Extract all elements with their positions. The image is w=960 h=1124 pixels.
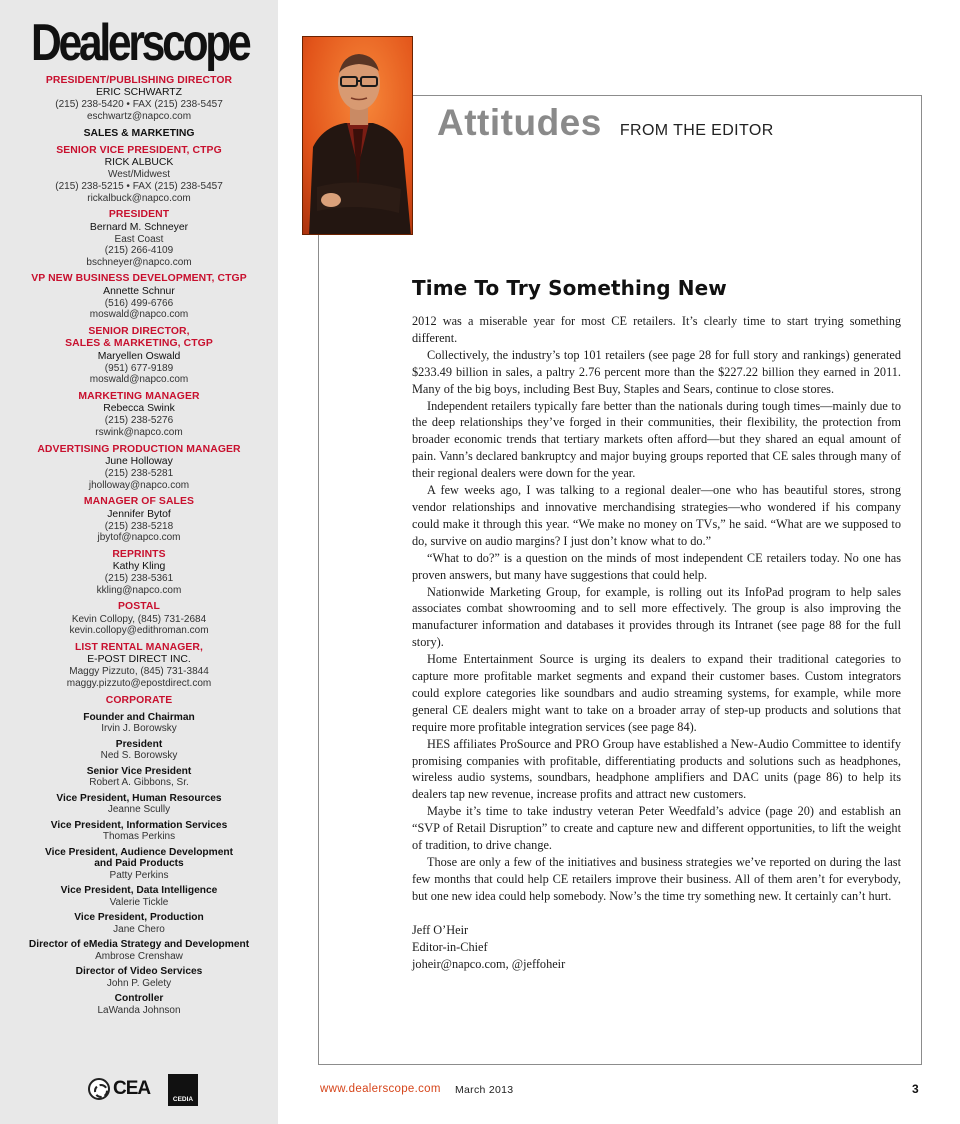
staff-contact-line: jholloway@napco.com — [88, 479, 190, 491]
masthead-sidebar — [0, 0, 278, 1124]
article-paragraph: Home Entertainment Source is urging its dealers to expand their traditional categories to capture more profitable market segments and expand their customer bases. Custom integrators could explore categories like soundbars and audio streaming systems, for example, while more general CE dealers might want to take on a broader array of step-up products and solutions that require more profitable integration services (see page 84). — [412, 652, 901, 734]
staff-contact-line: East Coast — [114, 233, 164, 245]
article-paragraph: A few weeks ago, I was talking to a regional dealer—one who has beautiful stores, strong vendor relationships and innovative merchandising strategies—who wondered if his company could make it through this year. “We make no money on TVs,” he said. “What are we supposed to do, survive on audio margins? I just don’t know what to do.” — [412, 483, 901, 548]
footer-issue-date: March 2013 — [455, 1084, 514, 1096]
editor-portrait-image — [303, 37, 413, 235]
corporate-title: Vice President, Production — [74, 912, 204, 924]
staff-contact-line: West/Midwest — [107, 169, 171, 181]
corporate-entry — [10, 912, 268, 935]
staff-role-title: MARKETING MANAGER — [78, 390, 200, 402]
article-body — [412, 313, 901, 905]
staff-contact-line: moswald@napco.com — [89, 374, 189, 386]
corporate-entry — [10, 712, 268, 735]
cea-logo: CEA — [88, 1076, 154, 1102]
staff-role-title: CORPORATE — [105, 694, 173, 706]
staff-group — [10, 601, 268, 637]
staff-contact-line: (215) 266-4109 — [104, 245, 174, 257]
column-header — [437, 102, 774, 146]
corporate-title: Vice President, Audience Development and Paid Products — [45, 846, 233, 870]
corporate-title: Vice President, Data Intelligence — [60, 885, 218, 897]
staff-group — [10, 496, 268, 544]
staff-group — [10, 326, 268, 386]
article-paragraph: Independent retailers typically fare better than the nationals during tough times—mainly due to the deep relationships they’ve forged in their communities, their flexibility, the protection from broader economic trends that tertiary markets often afford—but they shared an equal amount of pain. Vann’s declared bankruptcy and major buying groups reported that CE sales through many of their regional dealers were down for the year. — [412, 398, 901, 481]
column-title: Attitudes — [437, 102, 602, 143]
cedia-logo: CEDIA — [168, 1074, 198, 1106]
staff-group — [10, 549, 268, 597]
article-paragraph: Those are only a few of the initiatives and business strategies we’ve reported on during the last few months that could help CE retailers improve their business. All of them aren’t for everybody, but one new idea could help somebody. Now’s the time try something new. It certainly can’t hurt. — [412, 855, 901, 903]
corporate-entry — [10, 966, 268, 989]
staff-contact-line: (516) 499-6766 — [104, 297, 174, 309]
cea-icon — [88, 1078, 110, 1100]
editor-photo — [302, 36, 413, 235]
staff-contact-line: maggy.pizzuto@epostdirect.com — [66, 677, 212, 689]
signature-contact: joheir@napco.com, @jeffoheir — [412, 956, 566, 971]
staff-group — [10, 444, 268, 492]
staff-contact-line: (215) 238-5420 • FAX (215) 238-5457 — [55, 99, 223, 111]
signature-block — [412, 922, 712, 973]
staff-role-title: LIST RENTAL MANAGER, — [74, 641, 204, 653]
staff-name: Kathy Kling — [112, 561, 166, 573]
column-subtitle: FROM THE EDITOR — [619, 122, 774, 139]
staff-contact-line: (951) 677-9189 — [104, 362, 174, 374]
staff-group — [10, 209, 268, 268]
staff-group — [10, 75, 268, 123]
staff-role-title: VP NEW BUSINESS DEVELOPMENT, CTGP — [31, 273, 247, 285]
corporate-title: Senior Vice President — [86, 765, 192, 777]
staff-role-title: ADVERTISING PRODUCTION MANAGER — [37, 443, 241, 455]
corporate-name: Patty Perkins — [109, 869, 169, 881]
staff-role-title: PRESIDENT — [108, 209, 170, 221]
corporate-entry — [10, 993, 268, 1016]
article-paragraph: Maybe it’s time to take industry veteran Peter Weedfald’s advice (page 20) and establish an “SVP of Retail Disruption” to create and capture new and different opportunities, to lift the weight of tradition, to drive change. — [412, 804, 901, 853]
association-logos — [0, 1072, 278, 1112]
corporate-name: LaWanda Johnson — [97, 1004, 181, 1016]
staff-name: Rebecca Swink — [103, 403, 175, 415]
staff-name: Jennifer Bytof — [107, 508, 171, 520]
staff-role-title: REPRINTS — [112, 548, 166, 560]
article-paragraph: Nationwide Marketing Group, for example, is rolling out its InfoPad program to help sales associates combat showrooming and to sell more effectively. The group is also improving the manufacturer information and databases it provides through its Intranet (see page 88 for the full story). — [412, 584, 901, 650]
staff-role-title: SENIOR VICE PRESIDENT, CTPG — [56, 145, 222, 156]
corporate-name: Jeanne Scully — [107, 804, 171, 816]
staff-group — [10, 145, 268, 204]
corporate-name: Ned S. Borowsky — [100, 750, 178, 762]
corporate-title: Director of Video Services — [75, 966, 203, 978]
signature-title: Editor-in-Chief — [412, 939, 488, 954]
staff-role-title: PRESIDENT/PUBLISHING DIRECTOR — [45, 75, 233, 86]
brand-logo: Dealerscope — [30, 14, 249, 72]
footer-url-link[interactable]: www.dealerscope.com — [320, 1083, 441, 1095]
staff-contact-line: eschwartz@napco.com — [86, 111, 192, 122]
article-paragraph: 2012 was a miserable year for most CE retailers. It’s clearly time to start trying something different. — [412, 314, 901, 345]
staff-contact-line: Maggy Pizzuto, (845) 731-3844 — [69, 666, 209, 678]
signature-name: Jeff O’Heir — [412, 923, 469, 937]
staff-role-title: SALES & MARKETING — [83, 127, 195, 139]
corporate-entry — [10, 939, 268, 962]
corporate-entry — [10, 820, 268, 843]
corporate-title: Director of eMedia Strategy and Development — [28, 939, 250, 951]
corporate-entry — [10, 766, 268, 789]
staff-name: E-POST DIRECT INC. — [87, 654, 191, 666]
staff-group — [10, 273, 268, 321]
corporate-title: President — [115, 738, 163, 750]
corporate-name: Robert A. Gibbons, Sr. — [89, 777, 189, 789]
article-paragraph: HES affiliates ProSource and PRO Group have established a New-Audio Committee to identify promising companies with profitable, differentiating products and solutions such as headphones, wireless audio systems, soundbars, headphone amplifiers and DAC units (page 86) to help its dealers tap new revenue, increase profits and attract new customers. — [412, 736, 901, 802]
corporate-title: Founder and Chairman — [83, 711, 195, 723]
staff-name: June Holloway — [105, 455, 173, 467]
corporate-name: Jane Chero — [113, 923, 165, 935]
corporate-title: Vice President, Human Resources — [56, 792, 222, 804]
corporate-name: Valerie Tickle — [109, 896, 169, 908]
staff-contact-line: (215) 238-5215 • FAX (215) 238-5457 — [55, 181, 223, 192]
corporate-title: Controller — [114, 993, 164, 1005]
corporate-name: John P. Gelety — [106, 977, 172, 989]
staff-contact-line: kevin.collopy@edithroman.com — [69, 625, 209, 637]
corporate-entry — [10, 885, 268, 908]
staff-contact-line: jbytof@napco.com — [97, 532, 181, 544]
page-number: 3 — [912, 1082, 919, 1096]
article-headline: Time To Try Something New — [412, 276, 727, 300]
staff-group — [10, 128, 268, 140]
staff-contact-line: rickalbuck@napco.com — [87, 192, 191, 204]
staff-group — [10, 391, 268, 439]
corporate-name: Thomas Perkins — [102, 831, 176, 843]
corporate-entry — [10, 739, 268, 762]
staff-role-title: MANAGER OF SALES — [83, 496, 195, 508]
corporate-entry — [10, 793, 268, 816]
staff-list — [0, 75, 278, 1020]
corporate-name: Irvin J. Borowsky — [101, 723, 177, 735]
staff-contact-line: (215) 238-5361 — [104, 573, 174, 585]
staff-contact-line: moswald@napco.com — [89, 309, 189, 321]
staff-contact-line: (215) 238-5276 — [104, 415, 174, 427]
staff-name: ERIC SCHWARTZ — [95, 87, 182, 99]
staff-name: Annette Schnur — [103, 285, 175, 297]
staff-role-title: SENIOR DIRECTOR, SALES & MARKETING, CTGP — [65, 325, 213, 350]
staff-group — [10, 695, 268, 707]
staff-role-title: POSTAL — [118, 601, 160, 613]
article-paragraph: “What to do?” is a question on the minds of most independent CE retailers today. No one has proven answers, but many have suggestions that could help. — [412, 550, 901, 582]
staff-contact-line: (215) 238-5281 — [104, 467, 174, 479]
article-paragraph: Collectively, the industry’s top 101 retailers (see page 28 for full story and rankings) generated $233.49 billion in sales, a paltry 2.76 percent more than the $227.22 billion they earned in 2011. Many of the big boys, including Best Buy, Staples and Sears, continue to close stores. — [412, 347, 901, 396]
staff-name: RICK ALBUCK — [104, 157, 174, 169]
staff-contact-line: bschneyer@napco.com — [86, 256, 192, 268]
corporate-title: Vice President, Information Services — [50, 819, 228, 831]
staff-group — [10, 642, 268, 690]
staff-contact-line: rswink@napco.com — [95, 426, 183, 438]
staff-name: Maryellen Oswald — [97, 350, 181, 362]
corporate-list — [10, 712, 268, 1016]
corporate-entry — [10, 847, 268, 881]
staff-contact-line: Kevin Collopy, (845) 731-2684 — [71, 613, 207, 625]
staff-name: Bernard M. Schneyer — [89, 221, 189, 233]
staff-contact-line: kkling@napco.com — [96, 584, 182, 596]
corporate-name: Ambrose Crenshaw — [95, 950, 183, 962]
staff-contact-line: (215) 238-5218 — [104, 520, 174, 532]
